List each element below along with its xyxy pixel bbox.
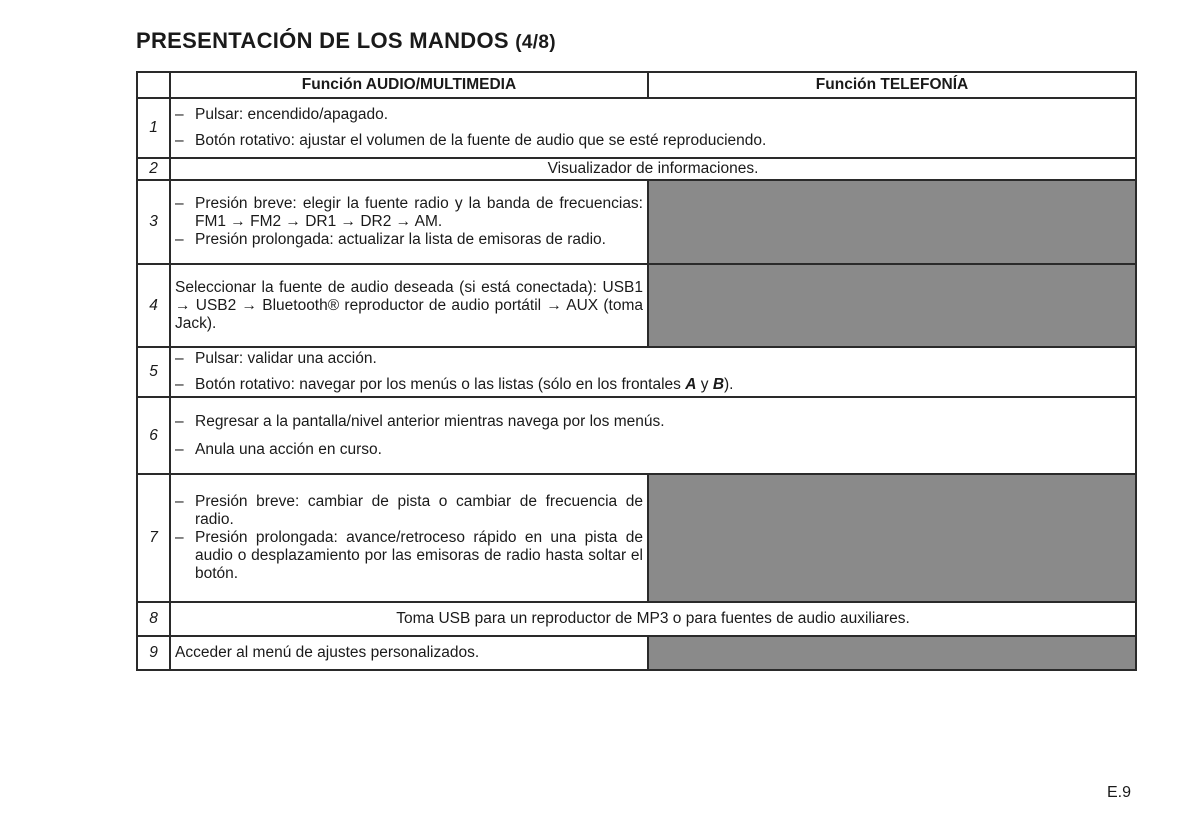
list-item: – Botón rotativo: ajustar el volumen de la fuente de audio que se esté reproduciendo. <box>175 132 767 149</box>
list-item: – Presión prolongada: avance/retroceso rápido en una pista de audio o desplazamiento por las emisoras de radio hasta soltar el botón. <box>175 529 643 582</box>
row-description <box>170 347 1136 397</box>
table-row <box>137 180 1136 264</box>
list-item: – Presión prolongada: actualizar la lista de emisoras de radio. <box>175 231 606 248</box>
row-description <box>170 397 1136 474</box>
page-title-text: PRESENTACIÓN DE LOS MANDOS <box>136 28 509 53</box>
phone-cell-empty <box>648 474 1136 602</box>
row-description: Visualizador de informaciones. <box>170 158 1136 180</box>
table-row <box>137 158 1136 180</box>
list-item: – Presión breve: cambiar de pista o cambiar de frecuencia de radio. <box>175 493 643 528</box>
row-number: 2 <box>137 158 170 180</box>
phone-cell-empty <box>648 264 1136 347</box>
list-item: – Pulsar: validar una acción. <box>175 350 377 367</box>
list-item: – Anula una acción en curso. <box>175 440 382 458</box>
phone-cell-empty <box>648 636 1136 670</box>
row-description <box>170 98 1136 158</box>
page-number: E.9 <box>1107 784 1132 801</box>
table-header-row <box>137 72 1136 98</box>
list-item: – Regresar a la pantalla/nivel anterior mientras navega por los menús. <box>175 412 665 430</box>
table-row <box>137 264 1136 347</box>
table-row <box>137 474 1136 602</box>
list-item: – Botón rotativo: navegar por los menús o las listas (sólo en los frontales A y B). <box>175 376 734 393</box>
row-number: 8 <box>137 602 170 636</box>
phone-cell-empty <box>648 180 1136 264</box>
list-item: – Presión breve: elegir la fuente radio y la banda de frecuencias: FM1 → FM2 → DR1 → DR2 → AM. <box>175 195 643 230</box>
controls-table <box>136 71 1137 671</box>
row-number: 7 <box>137 474 170 602</box>
header-audio: Función AUDIO/MULTIMEDIA <box>170 72 648 98</box>
row-number: 9 <box>137 636 170 670</box>
table-row <box>137 347 1136 397</box>
row-number: 3 <box>137 180 170 264</box>
list-item: – Pulsar: encendido/apagado. <box>175 106 389 123</box>
table-row <box>137 397 1136 474</box>
header-number-cell <box>137 72 170 98</box>
row-description <box>170 180 648 264</box>
row-number: 1 <box>137 98 170 158</box>
table-row <box>137 602 1136 636</box>
row-number: 5 <box>137 347 170 397</box>
row-description: Seleccionar la fuente de audio deseada (si está conectada): USB1 → USB2 → Bluetooth® reproductor de audio portátil → AUX (toma Jack). <box>170 264 648 347</box>
table-row <box>137 98 1136 158</box>
row-description: Acceder al menú de ajustes personalizados. <box>170 636 648 670</box>
row-description <box>170 474 648 602</box>
row-description: Toma USB para un reproductor de MP3 o para fuentes de audio auxiliares. <box>170 602 1136 636</box>
page-title-part: (4/8) <box>515 32 556 53</box>
row-number: 4 <box>137 264 170 347</box>
row-number: 6 <box>137 397 170 474</box>
page-title <box>136 28 556 54</box>
table-row <box>137 636 1136 670</box>
header-phone: Función TELEFONÍA <box>648 72 1136 98</box>
